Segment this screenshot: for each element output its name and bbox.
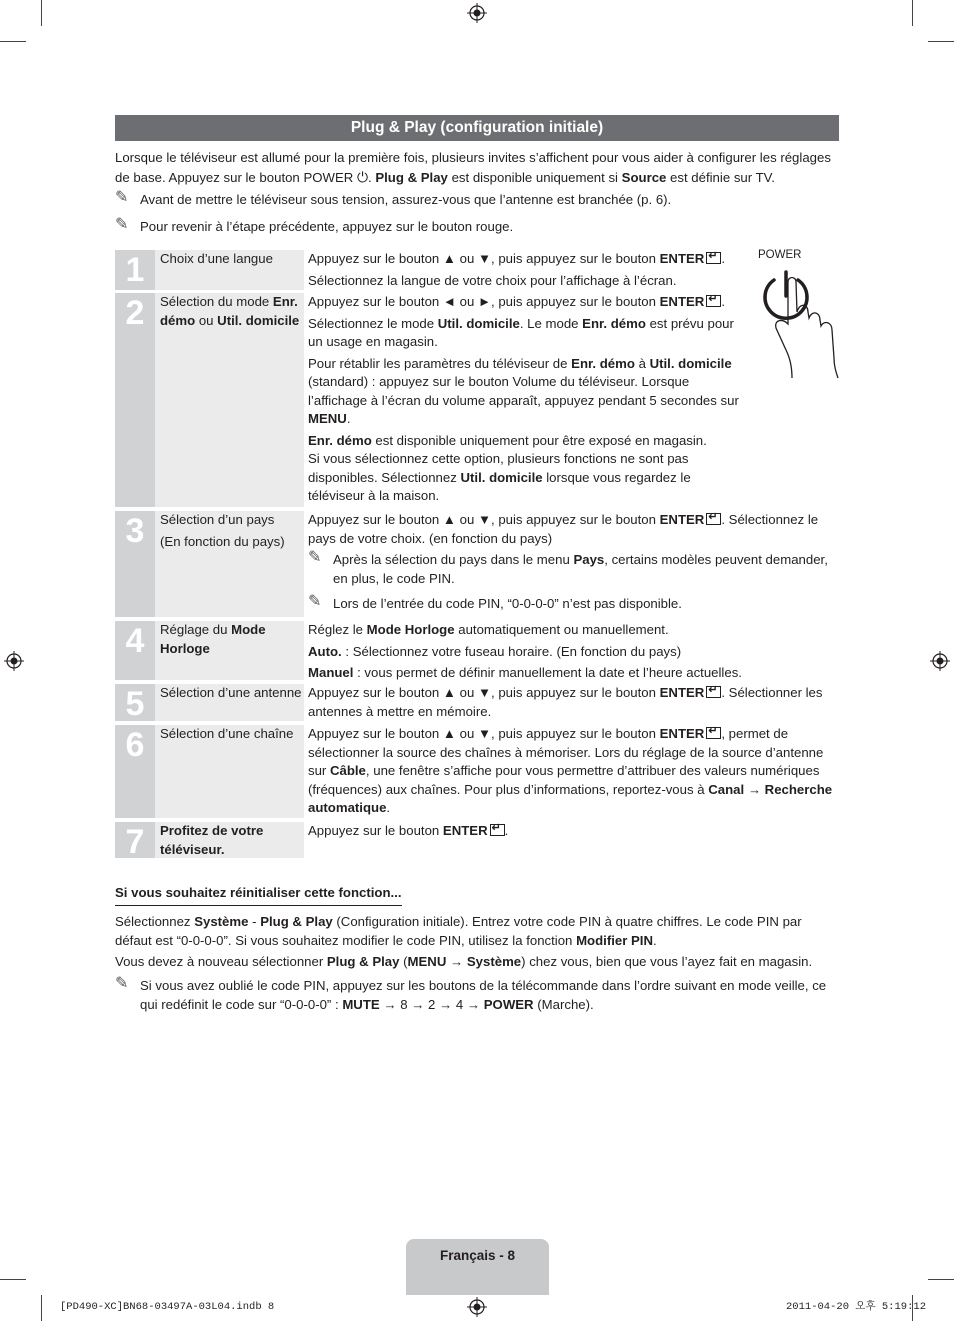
step-text-bold: Enr. démo xyxy=(582,315,646,331)
step-label-bold: Enr. démo xyxy=(160,294,298,328)
step-label xyxy=(155,250,304,290)
step-description xyxy=(308,725,839,821)
crop-mark xyxy=(41,1295,42,1321)
step-text-part: Appuyez sur le bouton ◄ ou ►, puis appuyez sur le bouton xyxy=(308,294,660,309)
step-number: 5 xyxy=(115,684,155,721)
step-text xyxy=(308,621,839,640)
intro-text: Lorsque le téléviseur est allumé pour la première fois, plusieurs invites s’affichent pour vous aider à configurer les réglages de xyxy=(115,150,831,185)
step-label-text: Sélection d’un pays xyxy=(160,512,275,527)
note xyxy=(115,191,839,210)
step-description xyxy=(308,822,839,844)
enter-key-icon xyxy=(706,727,721,739)
pencil-note-icon: ✎ xyxy=(308,549,322,566)
step-text xyxy=(308,432,748,451)
reset-text-bold: Système xyxy=(466,954,522,969)
section-title: Plug & Play (configuration initiale) xyxy=(115,115,839,141)
power-illustration-label: POWER xyxy=(758,249,802,261)
registration-mark-icon xyxy=(4,651,24,671)
step-text-part: Réglez le xyxy=(308,622,367,637)
reset-text: → xyxy=(446,954,467,969)
step-text-part: , permet de sélectionner la source des chaînes à mémoriser. Lors du réglage de la source d’antenne sur xyxy=(308,726,824,778)
reset-text: - xyxy=(248,914,261,929)
step-text-bold: Enr. démo xyxy=(571,355,635,371)
intro-text: base. Appuyez sur le bouton xyxy=(133,169,304,185)
enter-word: ENTER xyxy=(659,685,705,700)
step-note xyxy=(308,595,839,614)
enter-word: ENTER xyxy=(442,823,488,838)
step-text xyxy=(308,250,748,269)
step-text-part: . xyxy=(721,294,725,309)
reset-text: (Configuration initiale). Entrez votre code PIN à quatre chiffres. Le code PIN par défaut est “0-0-0-0”. Si vous souhaitez modifier le code PIN, utilisez la fonction xyxy=(115,914,802,948)
step-text-bold: Enr. démo xyxy=(308,432,372,448)
step-text-bold: Pays xyxy=(573,552,605,567)
intro-text: est définie sur TV. xyxy=(666,169,775,185)
step-label-text: (En fonction du pays) xyxy=(160,533,285,549)
step-row-5 xyxy=(115,684,839,721)
print-slug-left: [PD490-XC]BN68-03497A-03L04.indb 8 xyxy=(60,1301,275,1313)
enter-key-icon xyxy=(706,513,721,525)
reset-paragraph xyxy=(115,913,839,950)
step-number: 2 xyxy=(115,293,155,507)
intro-text: . xyxy=(368,169,376,185)
reset-text-bold: Plug & Play xyxy=(326,954,400,969)
reset-text-bold: MUTE xyxy=(342,996,380,1012)
enter-key-icon xyxy=(490,824,505,836)
step-description xyxy=(308,684,839,724)
step-label-text: Sélection d’une antenne xyxy=(160,685,302,700)
pencil-note-icon: ✎ xyxy=(115,189,129,206)
step-text-bold: Util. domicile xyxy=(649,355,732,371)
step-text xyxy=(308,450,708,506)
step-label xyxy=(155,684,304,721)
step-number: 1 xyxy=(115,250,155,290)
step-label-text: Sélection du mode xyxy=(160,294,273,309)
step-text-part: . Le mode xyxy=(519,315,583,331)
note-text: Pour revenir à l’étape précédente, appuyez sur le bouton rouge. xyxy=(140,219,514,234)
enter-word: ENTER xyxy=(659,512,705,527)
step-label-bold: Mode Horloge xyxy=(160,622,266,656)
step-text-part: . Sélectionnez le pays de votre choix. (en fonction du pays) xyxy=(308,512,819,546)
note xyxy=(115,218,839,237)
step-number: 6 xyxy=(115,725,155,818)
step-text xyxy=(308,511,839,548)
step-text xyxy=(308,822,839,841)
enter-word: ENTER xyxy=(659,726,705,741)
step-number: 4 xyxy=(115,621,155,680)
step-description xyxy=(308,250,748,293)
step-text xyxy=(308,293,748,312)
step-text-part: automatiquement ou manuellement. xyxy=(454,622,669,637)
step-text-part: Appuyez sur le bouton ▲ ou ▼, puis appuyez sur le bouton xyxy=(308,512,660,527)
step-text xyxy=(308,725,839,818)
step-text-part: Appuyez sur le bouton ▲ ou ▼, puis appuyez sur le bouton xyxy=(308,251,660,266)
step-text-part: . Sélectionner les antennes à mettre en mémoire. xyxy=(308,685,823,719)
crop-mark xyxy=(0,41,26,42)
step-text-part: Après la sélection du pays dans le menu xyxy=(333,552,574,567)
step-text-part: est disponible uniquement pour être exposé en magasin. xyxy=(371,432,707,448)
step-text-part: . xyxy=(721,251,725,266)
registration-mark-icon xyxy=(930,651,950,671)
step-text-bold: Recherche automatique xyxy=(308,781,833,815)
step-number: 7 xyxy=(115,822,155,858)
step-text-part: . xyxy=(346,411,351,426)
reset-text: . xyxy=(653,932,657,948)
step-row-3 xyxy=(115,511,839,617)
step-label-text: Choix d’une langue xyxy=(160,251,273,266)
crop-mark xyxy=(0,1279,26,1280)
step-label xyxy=(155,293,304,507)
step-text-part: : Sélectionnez votre fuseau horaire. (En fonction du pays) xyxy=(341,643,682,659)
power-word: POWER xyxy=(303,169,354,185)
step-row-2 xyxy=(115,293,839,507)
step-text xyxy=(308,355,748,429)
step-text-bold: Câble xyxy=(329,763,366,778)
step-text-part: lorsque vous regardez le téléviseur à la maison. xyxy=(308,469,691,503)
crop-mark xyxy=(41,0,42,26)
step-label-bold: Profitez de votre téléviseur. xyxy=(160,823,264,857)
reset-text-bold: Plug & Play xyxy=(260,914,333,929)
plug-play-word: Plug & Play xyxy=(375,169,448,185)
crop-mark xyxy=(912,0,913,26)
step-text: Sélectionnez la langue de votre choix pour l’affichage à l’écran. xyxy=(308,272,677,288)
enter-key-icon xyxy=(706,295,721,307)
step-text-part: Si vous sélectionnez cette option, plusieurs fonctions ne sont pas disponibles. Sélectionnez xyxy=(308,451,689,485)
reset-text: Vous devez à nouveau sélectionner xyxy=(115,954,327,969)
reset-text: (Marche). xyxy=(533,996,594,1012)
step-text-part: Sélectionnez le mode xyxy=(308,315,438,331)
step-text xyxy=(308,643,839,662)
step-text-bold: Manuel xyxy=(308,665,354,680)
step-text-bold: Mode Horloge xyxy=(366,622,455,637)
crop-mark xyxy=(928,1279,954,1280)
step-text-part: Appuyez sur le bouton ▲ ou ▼, puis appuyez sur le bouton xyxy=(308,685,660,700)
pencil-note-icon: ✎ xyxy=(308,593,322,610)
step-note xyxy=(308,551,839,588)
step-row-6 xyxy=(115,725,839,818)
step-text-part: → xyxy=(744,781,765,797)
step-text-part: (standard) : appuyez sur le bouton Volume du téléviseur. Lorsque l’affichage à l’écran du volume apparaît, appuyez pendant 5 secondes sur xyxy=(308,374,739,408)
step-text-part: . xyxy=(504,823,509,838)
crop-mark xyxy=(928,41,954,42)
intro-text: est disponible uniquement si xyxy=(447,169,622,185)
reset-text-bold: Modifier PIN xyxy=(576,932,653,948)
step-row-4 xyxy=(115,621,839,680)
reset-section-title: Si vous souhaitez réinitialiser cette fonction... xyxy=(115,884,402,906)
step-label-text: Sélection d’une chaîne xyxy=(160,726,294,741)
step-text-bold: Util. domicile xyxy=(437,315,520,331)
note xyxy=(115,977,839,1014)
step-row-1 xyxy=(115,250,839,290)
step-text-part: . xyxy=(386,800,391,815)
reset-text-bold: Système xyxy=(194,914,249,929)
step-text xyxy=(308,315,748,352)
step-label xyxy=(155,621,304,680)
step-text-part: Appuyez sur le bouton xyxy=(308,823,443,838)
step-text-bold: Auto. xyxy=(308,643,342,659)
step-text-bold: Canal xyxy=(708,781,745,797)
enter-key-icon xyxy=(706,252,721,264)
step-text-part: Lors de l’entrée du code PIN, “0-0-0-0” n’est pas disponible. xyxy=(333,596,682,611)
reset-text-bold: POWER xyxy=(483,996,534,1012)
step-text-part: , certains modèles peuvent demander, en plus, le code PIN. xyxy=(333,552,828,586)
step-text-part: , une fenêtre s’affiche pour vous permettre d’attribuer des valeurs numériques (fréquences) aux chaînes. Pour plus d’informations, reportez-vous à xyxy=(308,763,820,797)
step-number: 3 xyxy=(115,511,155,617)
reset-text: → 8 → 2 → 4 → xyxy=(379,996,484,1012)
pencil-note-icon: ✎ xyxy=(115,216,129,233)
note-text: Avant de mettre le téléviseur sous tension, assurez-vous que l’antenne est branchée (p. 6). xyxy=(140,192,672,207)
step-label-bold: Util. domicile xyxy=(217,312,300,328)
print-slug-right: 2011-04-20 오후 5:19:12 xyxy=(785,1301,926,1313)
pencil-note-icon: ✎ xyxy=(115,975,129,992)
step-text-bold: MENU xyxy=(308,411,347,426)
step-row-7 xyxy=(115,822,839,861)
reset-text: ( xyxy=(399,954,408,969)
step-text xyxy=(308,664,839,683)
reset-text: ) chez vous, bien que vous l’ayez fait en magasin. xyxy=(521,954,813,969)
step-label-text: Réglage du xyxy=(160,622,232,637)
step-label xyxy=(155,725,304,818)
step-text-part: Appuyez sur le bouton ▲ ou ▼, puis appuyez sur le bouton xyxy=(308,726,660,741)
source-word: Source xyxy=(621,169,667,185)
step-description xyxy=(308,511,839,617)
step-text-part: est prévu pour un usage en magasin. xyxy=(308,315,734,349)
step-label-text: ou xyxy=(195,312,218,328)
page-number-label: Français - 8 xyxy=(439,1248,516,1263)
step-label xyxy=(155,511,304,617)
registration-mark-icon xyxy=(467,3,487,23)
reset-text: Si vous avez oublié le code PIN, appuyez sur les boutons de la télécommande dans l’ordre suivant en mode veille, ce qui redéfinit le code sur “0-0-0-0” : xyxy=(140,978,827,1012)
registration-mark-icon xyxy=(467,1297,487,1317)
step-description xyxy=(308,293,748,509)
step-text-part: à xyxy=(634,355,650,371)
step-text-bold: Util. domicile xyxy=(460,469,543,485)
step-text-part: Pour rétablir les paramètres du téléviseur de xyxy=(308,355,572,371)
reset-text: Sélectionnez xyxy=(115,914,195,929)
intro-paragraph xyxy=(115,149,839,187)
step-text xyxy=(308,684,839,721)
reset-text-bold: MENU xyxy=(407,954,447,969)
step-text-part: : vous permet de définir manuellement la date et l’heure actuelles. xyxy=(353,665,742,680)
enter-word: ENTER xyxy=(659,294,705,309)
step-label xyxy=(155,822,304,858)
power-symbol-icon: ⏻ xyxy=(356,168,369,185)
step-description xyxy=(308,621,839,686)
enter-word: ENTER xyxy=(659,251,705,266)
reset-paragraph xyxy=(115,953,839,972)
enter-key-icon xyxy=(706,686,721,698)
